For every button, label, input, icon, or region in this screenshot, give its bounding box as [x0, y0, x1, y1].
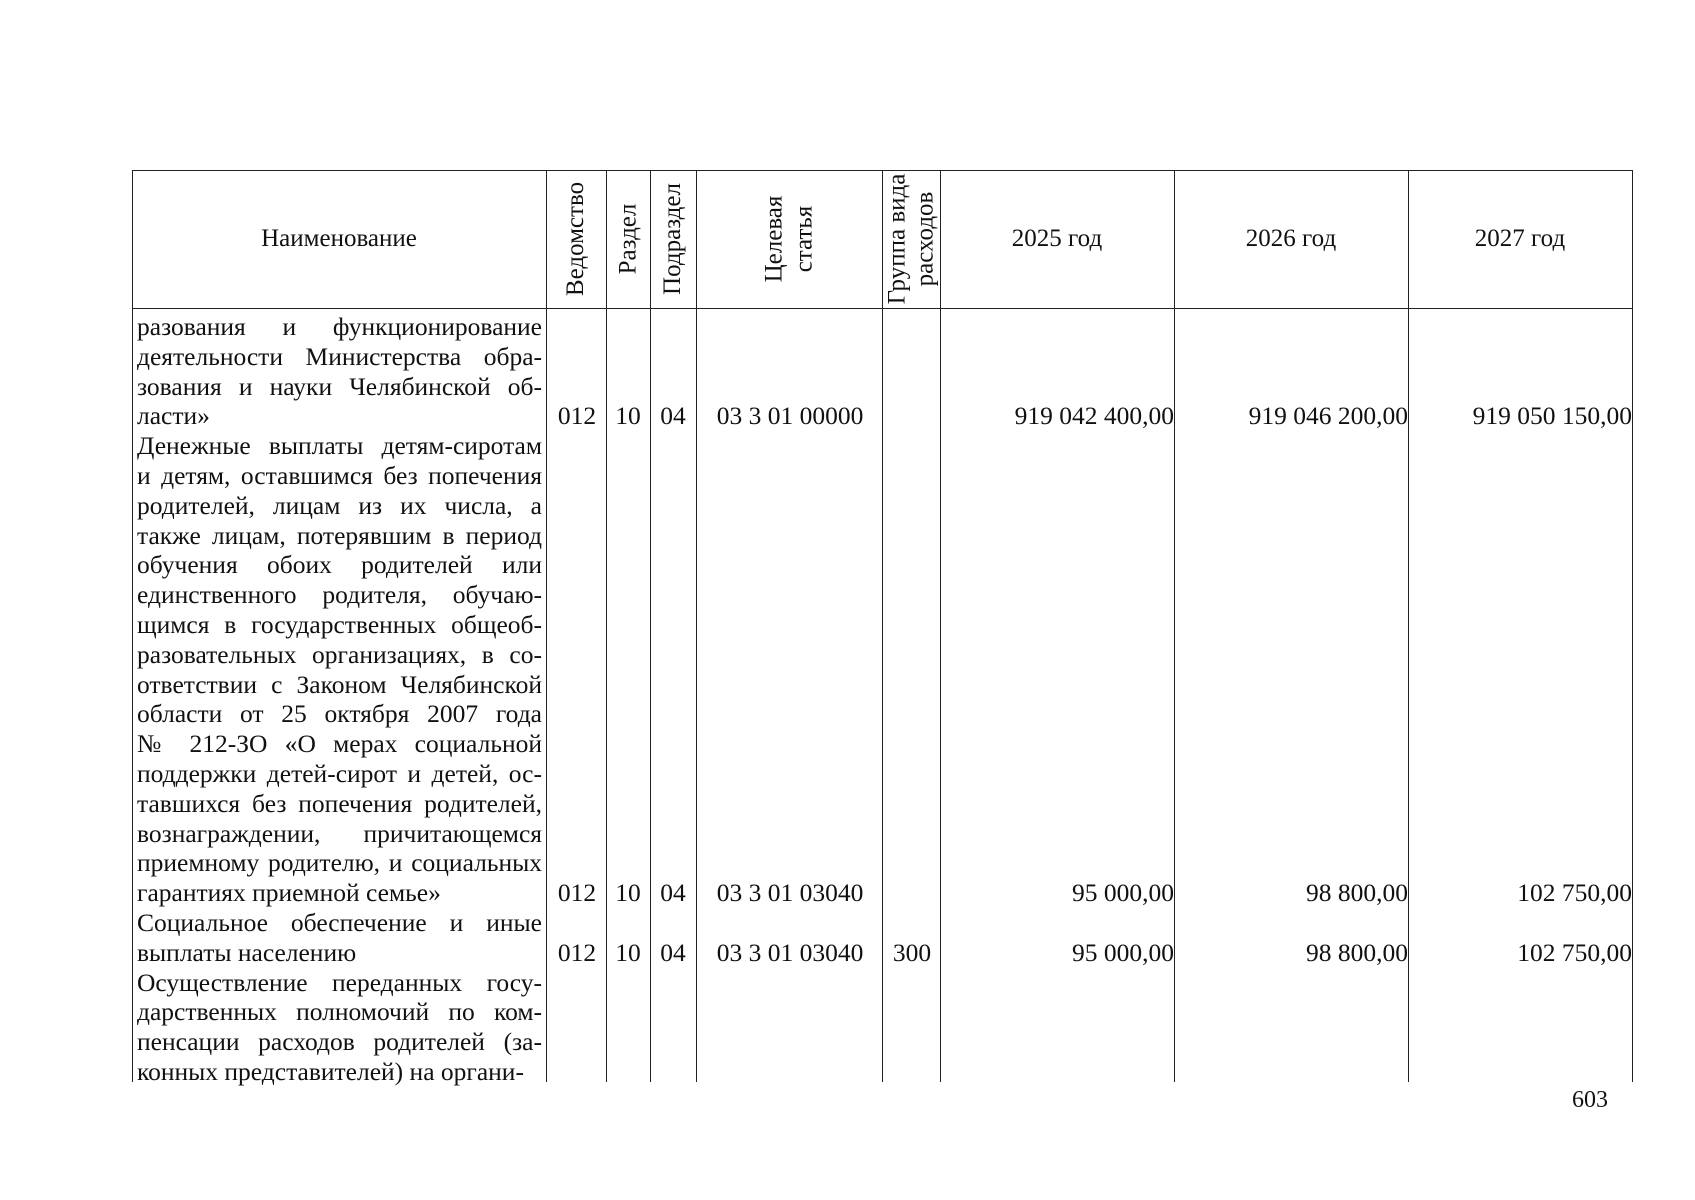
row-name [137, 908, 542, 968]
header-department [546, 170, 606, 308]
cell-section: 10 [615, 937, 641, 967]
row-name [137, 312, 542, 431]
row-name-line: Социальное обеспечение и иные [137, 908, 542, 937]
row-name [137, 431, 542, 908]
row-name-line: и детям, оставшимся без попечения [137, 460, 542, 490]
cell-year-2025: 95 000,00 [1072, 937, 1174, 967]
header-expense-group [882, 170, 940, 308]
table-row [132, 908, 1633, 968]
table-row [132, 431, 1633, 908]
cell-department: 012 [557, 878, 597, 908]
row-name-line: тавшихся без попечения родителей, [137, 788, 542, 818]
header-section-text: Раздел [614, 203, 641, 275]
row-name-line: ответствии с Законом Челябинской [137, 669, 542, 699]
cell-section: 10 [615, 401, 641, 431]
header-target-article-text [759, 196, 819, 283]
cell-section: 10 [615, 878, 641, 908]
row-name-line: Денежные выплаты детям-сиротам [137, 431, 542, 461]
row-name-line: родителей, лицам из их числа, а [137, 490, 542, 520]
cell-subsection: 04 [660, 401, 686, 431]
row-name-line: Осуществление переданных госу- [137, 967, 542, 997]
cell-target-article: 03 3 01 03040 [716, 878, 864, 908]
row-name-line: деятельности Министерства обра- [137, 341, 542, 371]
cell-year-2026: 98 800,00 [1306, 937, 1408, 967]
cell-department: 012 [557, 401, 597, 431]
header-name-text: Наименование [261, 225, 417, 252]
budget-table [132, 170, 1633, 1086]
table-row [132, 312, 1633, 431]
header-target-article [696, 170, 882, 308]
cell-target-article: 03 3 01 00000 [716, 401, 864, 431]
header-name [132, 170, 546, 308]
row-name-line: вознаграждении, причитающемся [137, 818, 542, 848]
row-name-line: приемному родителю, и социальных [137, 848, 542, 878]
row-name-line: также лицам, потерявшим в период [137, 520, 542, 550]
row-name-line: зования и науки Челябинской об- [137, 371, 542, 401]
row-name [137, 968, 542, 1087]
header-year-2027 [1408, 170, 1632, 308]
header-year-2026 [1174, 170, 1408, 308]
row-name-line: гарантиях приемной семье» [137, 878, 441, 908]
row-name-line: дарственных полномочий по ком- [137, 997, 542, 1027]
header-expense-group-line: Группа вида [883, 173, 910, 305]
header-year-2027-text: 2027 год [1474, 225, 1566, 252]
row-name-line: № 212-ЗО «О мерах социальной [137, 729, 542, 759]
row-name-line: выплаты населению [137, 937, 357, 967]
header-section [606, 170, 650, 308]
row-name-line: области от 25 октября 2007 года [137, 699, 542, 729]
row-name-line: конных представителей) на органи- [137, 1056, 524, 1086]
row-name-line: ласти» [137, 401, 210, 431]
cell-year-2025: 95 000,00 [1072, 878, 1174, 908]
header-target-article-line: Целевая [759, 195, 787, 283]
header-department-text: Ведомство [562, 181, 590, 297]
row-name-line: пенсации расходов родителей (за- [137, 1027, 542, 1057]
cell-year-2027: 102 750,00 [1517, 937, 1632, 967]
header-year-2025-text: 2025 год [1011, 225, 1103, 252]
header-expense-group-text [883, 174, 939, 305]
header-expense-group-line: расходов [911, 191, 938, 287]
cell-year-2027: 102 750,00 [1517, 878, 1632, 908]
row-name-line: обучения обоих родителей или [137, 550, 542, 580]
cell-subsection: 04 [660, 878, 686, 908]
header-subsection-text: Подраздел [659, 183, 686, 295]
header-subsection [650, 170, 696, 308]
header-target-article-line: статья [789, 205, 817, 273]
cell-department: 012 [557, 937, 597, 967]
cell-expense-group: 300 [892, 937, 932, 967]
page-number: 603 [1572, 1087, 1608, 1113]
cell-year-2026: 919 046 200,00 [1248, 401, 1408, 431]
row-name-line: разовательных организациях, в со- [137, 639, 542, 669]
row-name-line: поддержки детей-сирот и детей, ос- [137, 758, 542, 788]
cell-year-2026: 98 800,00 [1306, 878, 1408, 908]
row-name-line: щимся в государственных общеоб- [137, 609, 542, 639]
header-year-2026-text: 2026 год [1245, 225, 1337, 252]
row-name-line: разования и функционирование [137, 312, 542, 341]
cell-year-2025: 919 042 400,00 [1014, 401, 1174, 431]
table-row [132, 968, 1633, 1087]
header-year-2025 [940, 170, 1174, 308]
cell-target-article: 03 3 01 03040 [716, 937, 864, 967]
row-name-line: единственного родителя, обучаю- [137, 580, 542, 610]
cell-subsection: 04 [660, 937, 686, 967]
cell-year-2027: 919 050 150,00 [1472, 401, 1632, 431]
